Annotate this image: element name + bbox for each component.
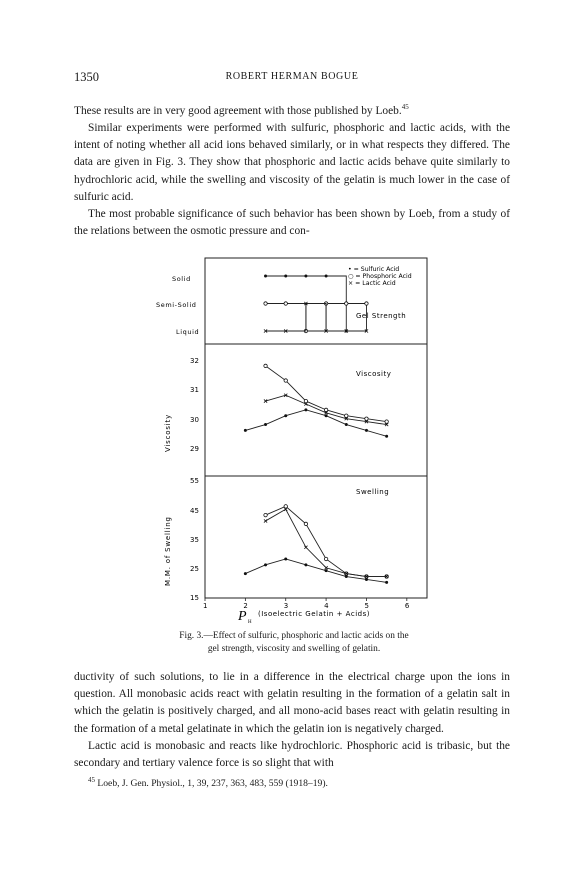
xlabel: (Isoelectric Gelatin + Acids) (258, 610, 370, 618)
paragraph: Lactic acid is monobasic and reacts like hydrochloric. Phosphoric acid is tribasic, but the secondary and tertiary valence force is so slight that with (74, 739, 510, 770)
x-tick-label: 6 (404, 602, 410, 610)
data-point (385, 581, 388, 584)
series-line-lactic-acid (266, 304, 367, 332)
swelling-ylabel: M.M. of Swelling (164, 516, 172, 586)
data-point (264, 302, 267, 305)
data-point (244, 572, 247, 575)
data-point (324, 557, 327, 560)
series-line-phosphoric-acid (266, 506, 387, 576)
figure-caption (124, 630, 464, 656)
swelling-panel-label: Swelling (356, 488, 390, 496)
figure-chart (150, 252, 440, 624)
data-point (304, 275, 307, 278)
data-point (244, 429, 247, 432)
data-point (264, 513, 267, 516)
page-header (74, 70, 510, 86)
swelling-tick: 15 (190, 594, 199, 602)
footnote-number: 45 (88, 776, 95, 784)
viscosity-ylabel: Viscosity (164, 413, 172, 452)
x-tick-label: 2 (243, 602, 248, 610)
running-head: ROBERT HERMAN BOGUE (225, 71, 359, 82)
legend-lactic: × = Lactic Acid (348, 280, 396, 287)
series-line-lactic-acid (266, 509, 387, 576)
swelling-tick: 35 (190, 536, 199, 544)
footnote-ref: 45 (401, 103, 409, 111)
caption-line: Fig. 3.—Effect of sulfuric, phosphoric and lactic acids on the (179, 631, 409, 641)
body-text-bottom (74, 669, 510, 772)
caption-line: gel strength, viscosity and swelling of gelatin. (207, 644, 381, 654)
x-tick-label: 3 (283, 602, 289, 610)
viscosity-panel-label: Viscosity (356, 370, 392, 378)
data-point (325, 414, 328, 417)
legend-sulfuric: • = Sulfuric Acid (348, 266, 400, 273)
viscosity-tick: 32 (190, 357, 199, 365)
gel-level-semisolid: Semi-Solid (156, 301, 197, 309)
swelling-tick: 45 (190, 507, 199, 515)
x-tick-label: 5 (364, 602, 369, 610)
viscosity-tick: 31 (190, 386, 199, 394)
data-point (264, 275, 267, 278)
data-point (304, 408, 307, 411)
data-point (365, 302, 368, 305)
swelling-panel-frame (205, 476, 427, 598)
paragraph: ductivity of such solutions, to lie in a difference in the electrical charge upon the ions in question. All monobasic acids react with gelatin resulting in the formation of a gelatin salt in which the gelatin is positively charged, and all mono-acid bases react with gelatin resulting in the formation of a metal gelatinate in which the gelatin ion is negatively charged. (74, 671, 510, 735)
viscosity-tick: 30 (190, 416, 199, 424)
data-point (264, 519, 267, 522)
data-point (284, 414, 287, 417)
data-point (345, 423, 348, 426)
paragraph: These results are in very good agreement with those published by Loeb.$^{45}$ (74, 103, 409, 117)
data-point (284, 557, 287, 560)
paragraph: The most probable significance of such behavior has been shown by Loeb, from a study of the relations between the osmotic pressure and con- (74, 208, 510, 238)
viscosity-tick: 29 (190, 445, 199, 453)
data-point (345, 302, 348, 305)
swelling-tick: 25 (190, 565, 199, 573)
page-number: 1350 (74, 70, 99, 84)
viscosity-panel-frame (205, 344, 427, 476)
xlabel-subscript: H (248, 620, 252, 624)
data-point (304, 563, 307, 566)
data-point (284, 379, 287, 382)
data-point (264, 364, 267, 367)
gel-level-solid: Solid (172, 275, 191, 283)
data-point (304, 522, 307, 525)
data-point (365, 429, 368, 432)
xlabel-symbol: P (238, 609, 247, 624)
x-tick-label: 1 (203, 602, 208, 610)
gel-panel-label: Gel Strength (356, 312, 407, 320)
data-point (264, 563, 267, 566)
body-text-top (74, 99, 510, 240)
legend-phosphoric: ○ = Phosphoric Acid (348, 273, 412, 280)
footnote: $^{45}$ Loeb, J. Gen. Physiol., 1, 39, 237, 363, 483, 559 (1918–19). (88, 776, 328, 790)
data-point (325, 275, 328, 278)
series-line-phosphoric-acid (266, 304, 367, 332)
data-point (325, 569, 328, 572)
x-tick-label: 4 (324, 602, 329, 610)
data-point (284, 275, 287, 278)
figure-3 (150, 252, 440, 624)
swelling-tick: 55 (190, 477, 199, 485)
data-point (264, 423, 267, 426)
paragraph: Similar experiments were performed with sulfuric, phosphoric and lactic acids, with the intent of noting whether all acid ions behaved similarly, or in what respects they differed. The data are given in Fig. 3. They show that phosphoric and lactic acids behave quite similarly to hydrochloric acid, while the swelling and viscosity of the gelatin is much lower in the case of sulfuric acid. (74, 122, 510, 203)
data-point (284, 302, 287, 305)
data-point (385, 435, 388, 438)
data-point (304, 546, 307, 549)
gel-level-liquid: Liquid (176, 328, 200, 336)
